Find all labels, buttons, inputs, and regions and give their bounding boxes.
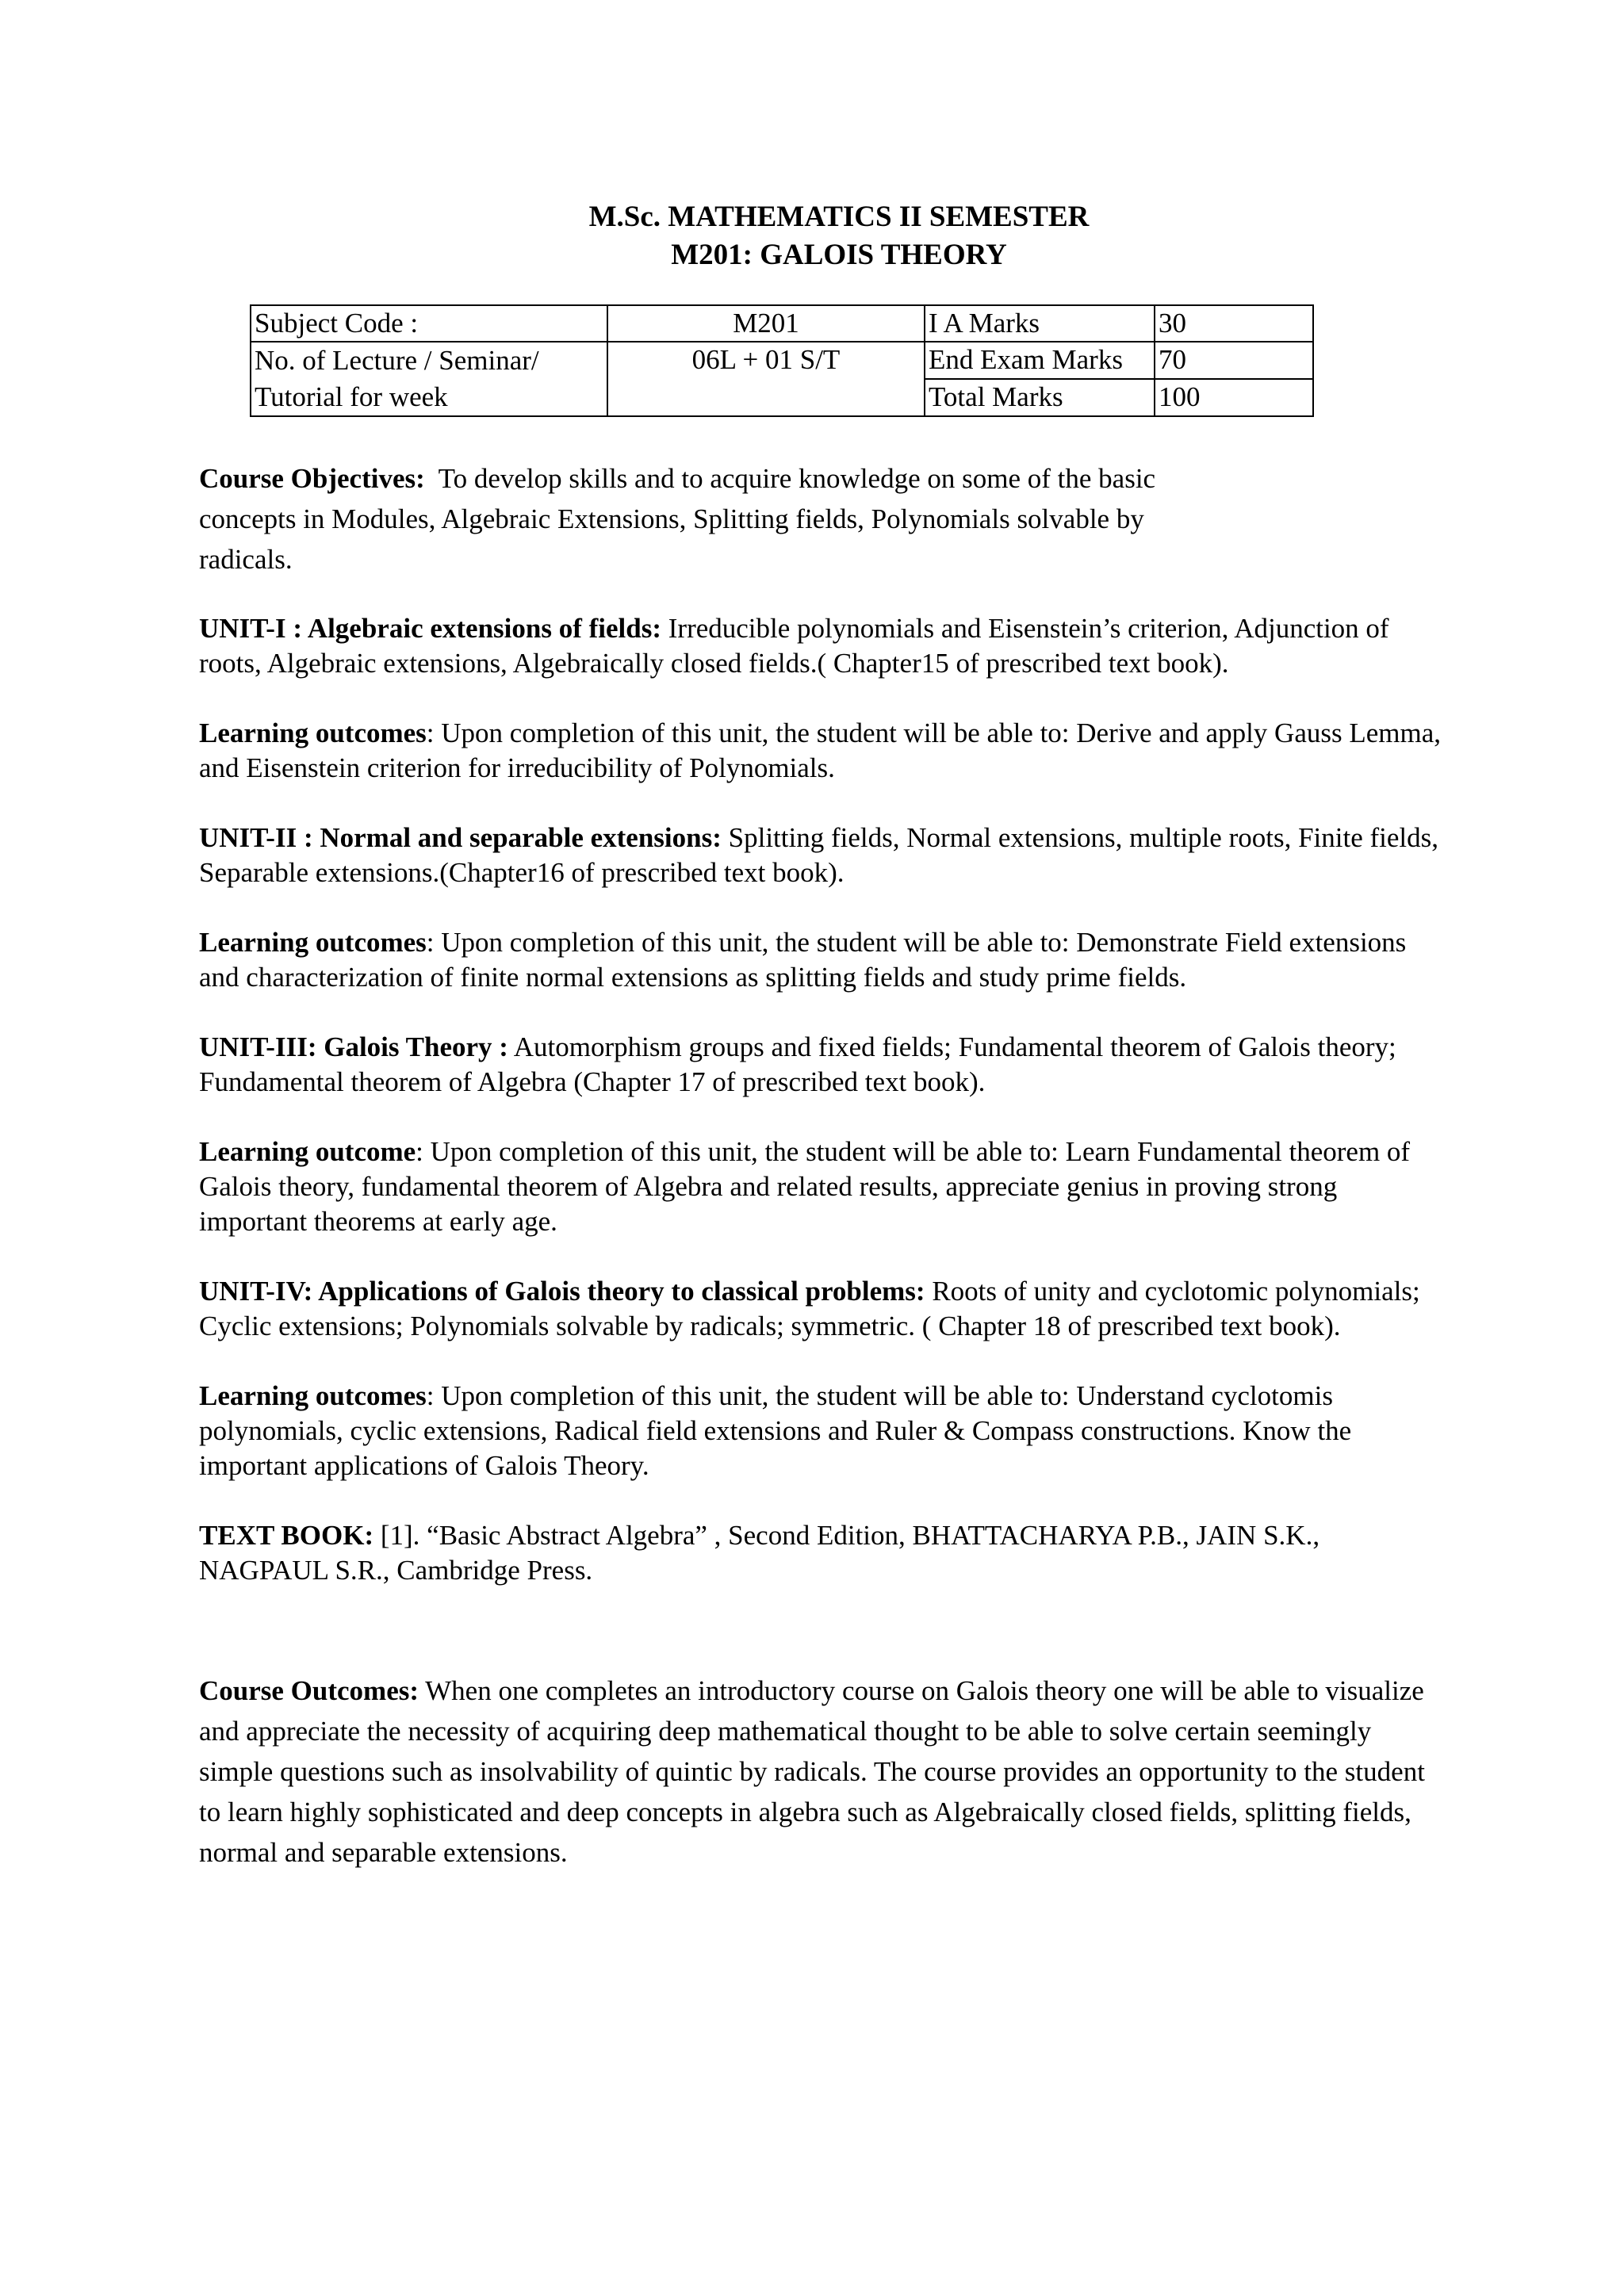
learning-outcomes-4-heading: Learning outcomes — [199, 1380, 427, 1411]
lecture-label — [251, 342, 607, 416]
total-marks-value: 100 — [1155, 379, 1313, 416]
unit-3-heading: UNIT-III: Galois Theory : — [199, 1031, 508, 1062]
end-exam-value: 70 — [1155, 342, 1313, 379]
total-marks-label: Total Marks — [925, 379, 1155, 416]
lecture-label-line1: No. of Lecture / Seminar/ — [255, 345, 539, 376]
text-book-text: [1]. “Basic Abstract Algebra” , Second Edition, BHATTACHARYA P.B., JAIN S.K., NAGPAUL S.R., Cambridge Press. — [199, 1520, 1320, 1586]
learning-outcomes-3 — [199, 1135, 1452, 1239]
lecture-label-line2: Tutorial for week — [255, 381, 448, 412]
unit-2 — [199, 821, 1452, 890]
course-objectives-line3: radicals. — [199, 544, 293, 575]
learning-outcomes-1 — [199, 716, 1452, 786]
unit-2-text: Splitting fields, Normal extensions, multiple roots, Finite fields, Separable extensions.(Chapter16 of prescribed text book). — [199, 822, 1438, 888]
ia-marks-label: I A Marks — [925, 305, 1155, 342]
learning-outcomes-3-text: : Upon completion of this unit, the student will be able to: Learn Fundamental theorem of Galois theory, fundamental theorem of Algebra and related results, appreciate genius in proving strong important theorems at early age. — [199, 1136, 1411, 1237]
course-info-table — [250, 304, 1314, 417]
text-book-heading: TEXT BOOK: — [199, 1520, 374, 1551]
course-outcomes — [199, 1670, 1452, 1873]
text-book — [199, 1518, 1452, 1588]
unit-1-heading: UNIT-I : Algebraic extensions of fields: — [199, 613, 662, 644]
course-outcomes-heading: Course Outcomes: — [199, 1675, 419, 1706]
course-objectives — [199, 458, 1452, 580]
learning-outcomes-4-text: : Upon completion of this unit, the student will be able to: Understand cyclotomis polynomials, cyclic extensions, Radical field extensions and Ruler & Compass constructions. Know the important applications of Galois Theory. — [199, 1380, 1352, 1481]
table-row — [251, 342, 1313, 379]
subject-code-value: M201 — [607, 305, 925, 342]
page-title-line1: M.Sc. MATHEMATICS II SEMESTER — [588, 201, 1090, 233]
unit-3-text: Automorphism groups and fixed fields; Fundamental theorem of Galois theory; Fundamental theorem of Algebra (Chapter 17 of prescribed text book). — [199, 1031, 1396, 1097]
ia-marks-value: 30 — [1155, 305, 1313, 342]
learning-outcomes-1-heading: Learning outcomes — [199, 718, 427, 748]
learning-outcomes-1-text: : Upon completion of this unit, the student will be able to: Derive and apply Gauss Lemma, and Eisenstein criterion for irreducibility of Polynomials. — [199, 718, 1441, 783]
unit-4-heading: UNIT-IV: Applications of Galois theory to classical problems: — [199, 1276, 925, 1307]
learning-outcomes-2 — [199, 925, 1452, 995]
learning-outcomes-2-text: : Upon completion of this unit, the student will be able to: Demonstrate Field extensions and characterization of finite normal extensions as splitting fields and study prime fields. — [199, 927, 1407, 993]
course-objectives-line2: concepts in Modules, Algebraic Extensions, Splitting fields, Polynomials solvable by — [199, 503, 1144, 534]
learning-outcomes-4 — [199, 1379, 1452, 1483]
lecture-value: 06L + 01 S/T — [607, 342, 925, 416]
unit-1-text: Irreducible polynomials and Eisenstein’s criterion, Adjunction of roots, Algebraic extensions, Algebraically closed fields.( Chapter15 of prescribed text book). — [199, 613, 1389, 679]
unit-2-heading: UNIT-II : Normal and separable extensions: — [199, 822, 722, 853]
subject-code-label: Subject Code : — [251, 305, 607, 342]
page-title-line2: M201: GALOIS THEORY — [671, 239, 1007, 271]
course-objectives-line1: To develop skills and to acquire knowledge on some of the basic — [424, 463, 1156, 494]
unit-4-text: Roots of unity and cyclotomic polynomials; Cyclic extensions; Polynomials solvable by radicals; symmetric. ( Chapter 18 of prescribed text book). — [199, 1276, 1420, 1341]
unit-1 — [199, 611, 1452, 681]
learning-outcomes-3-heading: Learning outcome — [199, 1136, 416, 1167]
unit-3 — [199, 1030, 1452, 1100]
course-objectives-heading: Course Objectives: — [199, 463, 425, 494]
syllabus-page — [199, 198, 1452, 1873]
end-exam-label: End Exam Marks — [925, 342, 1155, 379]
table-row — [251, 305, 1313, 342]
learning-outcomes-2-heading: Learning outcomes — [199, 927, 427, 958]
unit-4 — [199, 1274, 1452, 1344]
course-outcomes-text: When one completes an introductory course on Galois theory one will be able to visualize and appreciate the necessity of acquiring deep mathematical thought to be able to solve certain seemingly simple questions such as insolvability of quintic by radicals. The course provides an opportunity to the student to learn highly sophisticated and deep concepts in algebra such as Algebraically closed fields, splitting fields, normal and separable extensions. — [199, 1675, 1425, 1868]
